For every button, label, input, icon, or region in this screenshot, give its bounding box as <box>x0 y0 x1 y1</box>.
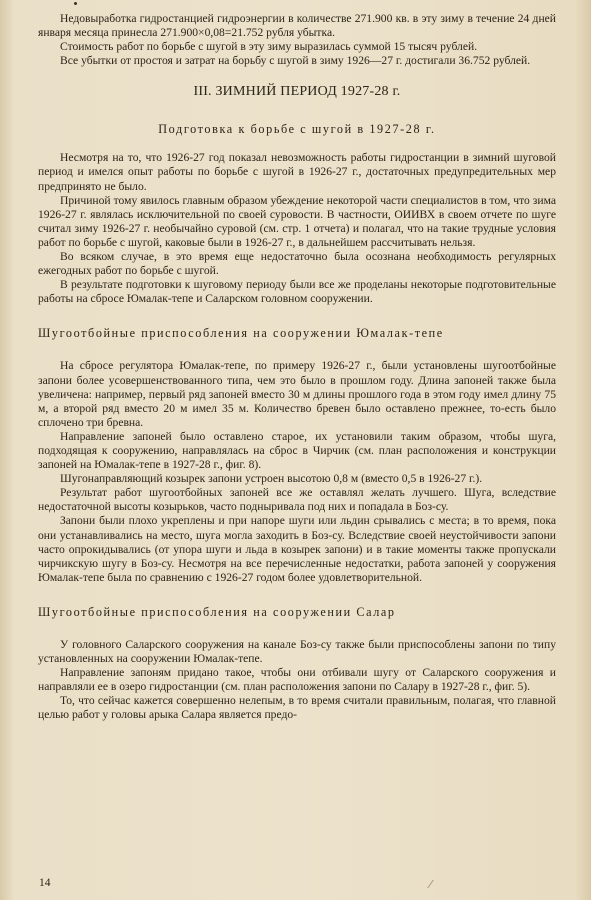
intro-paragraph-1: Недовыработка гидростанцией гидроэнергии в количестве 271.900 кв. в эту зиму в течение 24 дней января месяца принесла 271.900×0,08=21.752 рубля убытка. <box>38 12 556 40</box>
intro-paragraph-3: Все убытки от простоя и затрат на борьбу с шугой в зиму 1926—27 г. достигали 36.752 рублей. <box>60 54 531 68</box>
scratch-mark <box>427 880 444 888</box>
yumalak-paragraph-2: Направление запоней было оставлено старое, их установили таким образом, чтобы шуга, подходящая к сооружению, направлялась на сброс в Чирчик (см. план расположения и конструкции запоней на Юмалак-тепе в 1927-28 г., фиг. 8). <box>38 429 556 472</box>
yumalak-paragraph-3: Шугонаправляющий козырек запони устроен высотою 0,8 м (вместо 0,5 в 1926-27 г.). <box>60 472 483 486</box>
intro-paragraph-2: Стоимость работ по борьбе с шугой в эту зиму выразилась суммой 15 тысяч рублей. <box>60 40 478 54</box>
prep-paragraph-1: Несмотря на то, что 1926-27 год показал невозможность работы гидростанции в зимний шуговой период и имелся опыт работы по борьбе с шугой в 1926-27 г., достаточных предупредительных мер предпринято не было. <box>38 151 556 193</box>
heading-yumalak-tepe: Шугоотбойные приспособления на сооружении Юмалак-тепе <box>38 326 444 341</box>
prep-paragraph-2: Причиной тому явилось главным образом убеждение некоторой части специалистов в том, что зима 1926-27 г. являлась исключительной по своей суровости. В частности, ОИИВХ в своем отчете по шуге считал зиму 1926-27 г. необычайно суровой (см. стр. 1 отчета) и полагал, что на такие трудные условия работ по борьбе с шугой, каковые были в 1926-27 г., в дальнейшем рассчитывать нельзя. <box>38 193 556 249</box>
yumalak-paragraph-4: Результат работ шугоотбойных запоней все же оставлял желать лучшего. Шуга, вследствие недостаточной высоты козырьков, часто подныривала под них и попадала в Боз-су. <box>38 486 556 514</box>
page-content <box>38 12 556 722</box>
section-title-winter-period: III. ЗИМНИЙ ПЕРИОД 1927-28 г. <box>193 84 401 100</box>
yumalak-paragraph-5: Запони были плохо укреплены и при напоре шуги или льдин срывались с места; в то время, пока они устанавливались на место, шуга могла заходить в Боз-су. Вследствие своей неустойчивости запони часто опрокидывались (от упора шуги и льда в козырек запони) и в такие моменты также пропускали чирчикскую шугу в Боз-су. Несмотря на все перечисленные недостатки, работа запоней у сооружения Юмалак-тепе была по сравнению с 1926-27 годом более удовлетворительной. <box>38 514 556 584</box>
heading-salar: Шугоотбойные приспособления на сооружении Салар <box>38 604 396 619</box>
salar-paragraph-2: Направление запоням придано такое, чтобы они отбивали шугу от Саларского сооружения и направляли ее в озеро гидростанции (см. план расположения запони по Салару в 1927-28 г., фиг. 5). <box>38 666 556 694</box>
yumalak-paragraph-1: На сбросе регулятора Юмалак-тепе, по примеру 1926-27 г., были установлены шугоотбойные запони более усовершенствованного типа, чем это было в прошлом году. Длина запоней также была увеличена: например, первый ряд запоней вместо 30 м длины прошлого года в этом году имел длину 75 м, а второй ряд вместо 20 м имел 35 м. Количество бревен было оставлено прежнее, то-есть было сплочено три бревна. <box>38 359 556 429</box>
heading-preparation: Подготовка к борьбе с шугой в 1927-28 г. <box>158 122 436 137</box>
prep-paragraph-4: В результате подготовки к шуговому периоду были все же проделаны некоторые подготовительные работы на сбросе Юмалак-тепе и Саларском головном сооружении. <box>38 278 556 306</box>
salar-paragraph-3: То, что сейчас кажется совершенно нелепым, в то время считали правильным, полагая, что главной целью работ у головы арыка Салара является предо- <box>38 694 556 722</box>
print-dot-mark <box>74 2 77 5</box>
prep-paragraph-3: Во всяком случае, в это время еще недостаточно была осознана необходимость регулярных ежегодных работ по борьбе с шугой. <box>38 250 556 278</box>
salar-paragraph-1: У головного Саларского сооружения на канале Боз-су также были приспособлены запони по типу установленных на сооружении Юмалак-тепе. <box>38 637 556 665</box>
page-number: 14 <box>39 877 51 889</box>
